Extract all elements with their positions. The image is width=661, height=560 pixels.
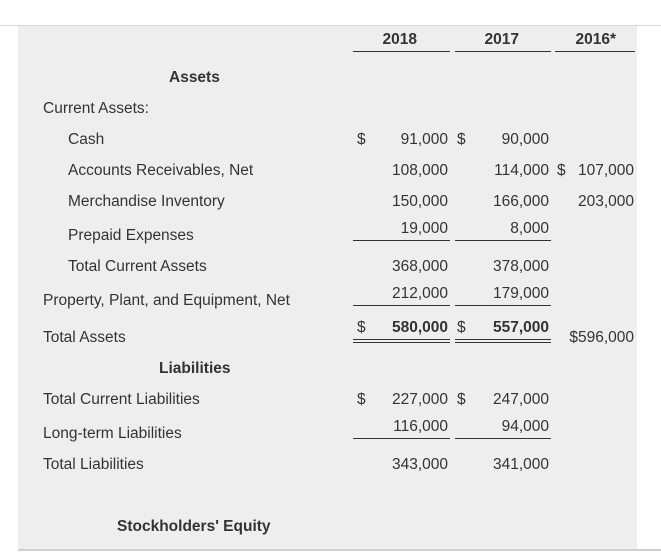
cell-total-assets-2018: 580,000 [391,319,448,336]
currency-symbol: $ [457,391,466,408]
cell-total-current-assets-2017: 378,000 [492,258,549,275]
subtotal-rule-2018 [353,240,450,241]
double-rule-2017 [455,342,551,343]
double-rule-2017 [455,339,551,340]
cell-total-assets-2016: $596,000 [569,329,634,346]
row-label-long-term-liabilities: Long-term Liabilities [43,425,182,442]
row-label-total-assets: Total Assets [43,329,126,346]
row-label-total-current-liabilities: Total Current Liabilities [43,391,200,408]
double-rule-2018 [353,342,450,343]
cell-cash-2017: 90,000 [501,131,549,148]
row-label-total-liabilities: Total Liabilities [43,456,144,473]
section-heading-liabilities: Liabilities [159,360,231,377]
currency-symbol: $ [457,131,466,148]
bottom-border [18,549,661,551]
currency-symbol: $ [457,319,466,336]
cell-long-term-liabilities-2018: 116,000 [393,418,448,435]
cell-prepaid-2017: 8,000 [510,220,549,237]
section-heading-stockholders-equity: Stockholders' Equity [117,518,271,535]
currency-symbol: $ [357,131,366,148]
currency-symbol: $ [357,391,366,408]
row-label-total-current-assets: Total Current Assets [68,258,207,275]
subtotal-rule-2017 [455,305,551,306]
currency-symbol: $ [557,162,566,179]
cell-ar-2016: 107,000 [577,162,634,179]
cell-total-liabilities-2018: 343,000 [391,456,448,473]
column-header-2018: 2018 [382,31,417,48]
cell-total-current-assets-2018: 368,000 [391,258,448,275]
cell-ppe-2018: 212,000 [391,285,448,302]
cell-prepaid-2018: 19,000 [400,220,448,237]
row-label-accounts-receivable: Accounts Receivables, Net [68,162,254,179]
header-underline-2016 [555,51,635,52]
cell-total-current-liabilities-2017: 247,000 [492,391,549,408]
cell-total-assets-2017: 557,000 [492,319,549,336]
cell-ar-2018: 108,000 [391,162,448,179]
row-label-cash: Cash [68,131,105,148]
double-rule-2018 [353,339,450,340]
current-assets-heading: Current Assets: [43,100,149,117]
cell-long-term-liabilities-2017: 94,000 [501,418,549,435]
cell-cash-2018: 91,000 [400,131,448,148]
section-heading-assets: Assets [169,69,220,86]
subtotal-rule-2018 [353,438,450,439]
cell-inventory-2016: 203,000 [577,193,634,210]
cell-inventory-2018: 150,000 [391,193,448,210]
cell-total-current-liabilities-2018: 227,000 [391,391,448,408]
cell-ar-2017: 114,000 [494,162,549,179]
row-label-prepaid-expenses: Prepaid Expenses [68,227,194,244]
subtotal-rule-2017 [455,240,551,241]
header-underline-2018 [353,51,450,52]
column-header-2017: 2017 [484,31,519,48]
header-underline-2017 [455,51,551,52]
row-label-ppe: Property, Plant, and Equipment, Net [43,292,290,309]
currency-symbol: $ [357,319,366,336]
column-header-2016: 2016* [575,31,616,48]
cell-inventory-2017: 166,000 [492,193,549,210]
cell-ppe-2017: 179,000 [492,285,549,302]
subtotal-rule-2018 [353,305,450,306]
cell-total-liabilities-2017: 341,000 [492,456,549,473]
row-label-merchandise-inventory: Merchandise Inventory [68,193,225,210]
subtotal-rule-2017 [455,438,551,439]
